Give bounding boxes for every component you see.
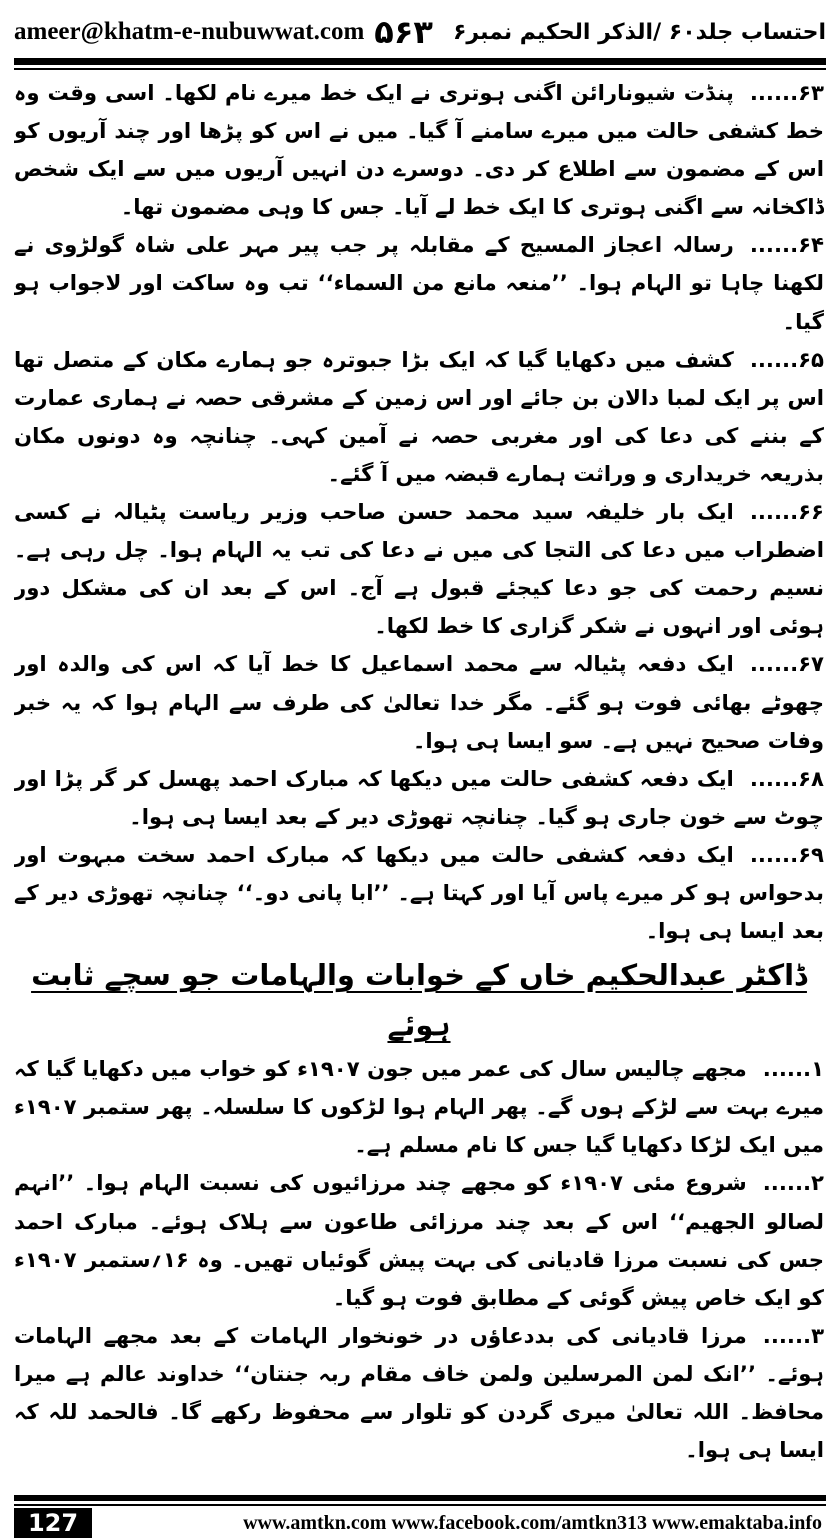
paragraph-2 xyxy=(14,1164,824,1316)
paragraph-63 xyxy=(14,74,824,226)
paragraph-number: ۶۳...... xyxy=(749,80,824,105)
paragraph-65 xyxy=(14,341,824,493)
paragraph-69 xyxy=(14,836,824,950)
paragraph-66 xyxy=(14,493,824,645)
footer-rule xyxy=(14,1495,826,1501)
paragraph-text: شروع مئی ۱۹۰۷ء کو مجھے چند مرزائیوں کی نسبت الہام ہوا۔ ’’انہم لصالو الجھیم‘‘ اس کے بعد چند مرزائی طاعون سے ہلاک ہوئے۔ مبارک احمد جس کی نسبت مرزا قادیانی کی بہت پیش گوئیاں تھیں۔ وہ ۱۶؍ستمبر ۱۹۰۷ء کو ایک خاص پیش گوئی کے مطابق فوت ہو گیا۔ xyxy=(14,1170,824,1310)
footer-rule-thin xyxy=(14,1504,826,1506)
paragraph-64 xyxy=(14,226,824,340)
paragraph-number: ۶۷...... xyxy=(749,651,824,677)
paragraph-number: ۶۹...... xyxy=(749,841,824,867)
paragraph-68 xyxy=(14,760,824,836)
paragraph-text: مرزا قادیانی کی بددعاؤں در خونخوار الہامات کے بعد مجھے الہامات ہوئے۔ ’’انک لمن المرسلین ولمن خاف مقام ربہ جنتان‘‘ خداوند عالم ہے میرا محافظ۔ اللہ تعالیٰ میری گردن کو تلوار سے محفوظ رکھے گا۔ فالحمد للہ کہ ایسا ہی ہوا۔ xyxy=(14,1322,824,1463)
header-rule xyxy=(14,58,826,65)
paragraph-67 xyxy=(14,645,824,759)
header-page-number: ۵۶۳ xyxy=(374,13,433,51)
footer-page-number: 127 xyxy=(14,1508,92,1538)
paragraph-1 xyxy=(14,1050,824,1164)
page-footer xyxy=(14,1508,826,1538)
page-header xyxy=(14,12,826,52)
paragraph-text: ایک دفعہ کشفی حالت میں دیکھا کہ مبارک احمد پھسل کر گر پڑا اور چوٹ سے خون جاری ہو گیا۔ چنانچہ تھوڑی دیر کے بعد ایسا ہی ہوا۔ xyxy=(14,765,824,829)
paragraph-text: ایک بار خلیفہ سید محمد حسن صاحب وزیر ریاست پٹیالہ نے کسی اضطراب میں دعا کی التجا کی میں نے دعا کی تب یہ الہام ہوا۔ چل رہی ہے۔ نسیم رحمت کی جو دعا کیجئے قبول ہے آج۔ اس کے بعد ان کی مشکل دور ہوئی اور انہوں نے شکر گزاری کا خط لکھا۔ xyxy=(14,499,824,639)
paragraph-number: ۱...... xyxy=(762,1056,824,1082)
paragraph-text: ایک دفعہ پٹیالہ سے محمد اسماعیل کا خط آیا کہ اس کی والدہ اور چھوٹے بھائی فوت ہو گئے۔ مگر خدا تعالیٰ کی طرف سے الہام ہوا کہ یہ خبر وفات صحیح نہیں ہے۔ سو ایسا ہی ہوا۔ xyxy=(14,651,824,753)
paragraph-number: ۲...... xyxy=(762,1170,824,1196)
header-left xyxy=(14,13,433,51)
header-rule-thin xyxy=(14,68,826,70)
paragraph-text: رسالہ اعجاز المسیح کے مقابلہ پر جب پیر مہر علی شاہ گولڑوی نے لکھنا چاہا تو الہام ہوا۔ ’’منعہ مانع من السماء‘‘ تب وہ ساکت اور لاجواب ہو گیا۔ xyxy=(14,232,824,334)
header-book-title: احتساب جلد۶۰ /الذکر الحکیم نمبر۶ xyxy=(452,19,826,45)
paragraph-text: ایک دفعہ کشفی حالت میں دیکھا کہ مبارک احمد سخت مبہوت اور بدحواس ہو کر میرے پاس آیا اور کہتا ہے۔ ’’ابا پانی دو۔‘‘ چنانچہ تھوڑی دیر کے بعد ایسا ہی ہوا۔ xyxy=(14,841,824,944)
header-email: ameer@khatm-e-nubuwwat.com xyxy=(14,18,365,45)
paragraph-number: ۶۵...... xyxy=(749,346,824,372)
page-body xyxy=(14,74,824,1494)
paragraph-number: ۳...... xyxy=(762,1322,824,1348)
paragraph-number: ۶۸...... xyxy=(749,765,824,791)
footer-links[interactable]: www.amtkn.com www.facebook.com/amtkn313 www.emaktaba.info xyxy=(243,1511,822,1534)
paragraph-text: مجھے چالیس سال کی عمر میں جون ۱۹۰۷ء کو خواب میں دکھایا گیا کہ میرے بہت سے لڑکے ہوں گے۔ پھر الہام ہوا لڑکوں کا سلسلہ۔ پھر ستمبر ۱۹۰۷ء میں ایک لڑکا دکھایا گیا جس کا نام مسلم ہے۔ xyxy=(14,1056,824,1158)
paragraph-text: پنڈت شیونارائن اگنی ہوتری نے ایک خط میرے نام لکھا۔ اسی وقت وہ خط کشفی حالت میں میرے سامنے آ گیا۔ میں نے اس کو پڑھا اور چند آریوں کو اس کے مضمون سے اطلاع کر دی۔ دوسرے دن انہیں آریوں میں سے ایک شخص ڈاکخانہ سے اگنی ہوتری کا ایک خط لے آیا۔ جس کا وہی مضمون تھا۔ xyxy=(14,80,824,220)
section-heading: ڈاکٹر عبدالحکیم خاں کے خوابات والہامات جو سچے ثابت ہوئے xyxy=(31,958,807,1043)
paragraph-number: ۶۴...... xyxy=(749,232,824,258)
paragraph-number: ۶۶...... xyxy=(749,499,824,525)
paragraph-text: کشف میں دکھایا گیا کہ ایک بڑا جبوترہ جو ہمارے مکان کے متصل تھا اس پر ایک لمبا دالان بن جائے اور اس زمین کے مشرقی حصہ نے ہماری عمارت کے بننے کی دعا کی اور مغربی حصہ نے آمین کہی۔ چنانچہ وہ دونوں مکان بذریعہ خریداری و وراثت ہمارے قبضہ میں آ گئے۔ xyxy=(14,346,824,486)
paragraph-3 xyxy=(14,1317,824,1469)
